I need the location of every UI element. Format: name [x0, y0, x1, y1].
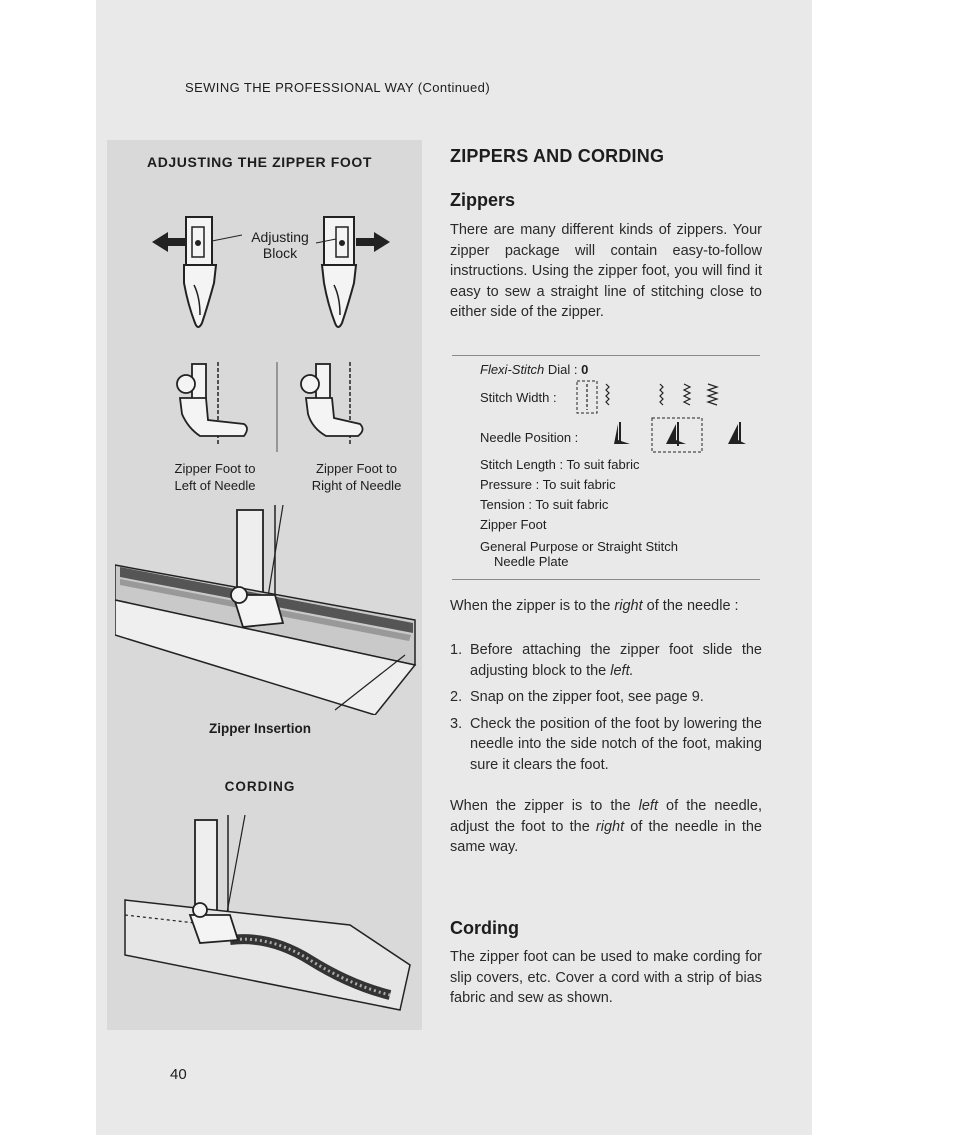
flexi-stitch-dial: Flexi-Stitch Dial : 0: [480, 362, 589, 377]
running-header: SEWING THE PROFESSIONAL WAY (Continued): [185, 80, 491, 95]
adjusting-label-line1: Adjusting: [251, 229, 309, 245]
needle-plate-setting-1: General Purpose or Straight Stitch: [480, 539, 678, 554]
section-title: ZIPPERS AND CORDING: [450, 146, 665, 166]
settings-box: [452, 355, 760, 580]
zipper-foot-positions-figure: [160, 362, 410, 457]
right-of-needle-caption-2: Right of Needle: [311, 478, 402, 493]
list-item: 2. Snap on the zipper foot, see page 9.: [450, 689, 704, 705]
list-item: 3. Check the position of the foot by lowering the needle into the side notch of the foot, making sure it clears the foot.: [450, 715, 762, 773]
left-of-needle-caption-1: Zipper Foot to: [174, 461, 256, 476]
stitch-width-label: Stitch Width :: [480, 390, 557, 405]
adjusting-label-line2: Block: [262, 245, 298, 261]
cording-paragraph: The zipper foot can be used to make cording for slip covers, etc. Cover a cord with a strip of bias fabric and sew as shown.: [450, 949, 762, 1006]
tension-setting: Tension : To suit fabric: [480, 497, 609, 512]
zipper-insertion-figure: [115, 505, 420, 715]
foot-setting: Zipper Foot: [480, 517, 547, 532]
zipper-left-paragraph: When the zipper is to the left of the needle, adjust the foot to the right of the needle in the same way.: [450, 798, 762, 855]
stitch-width-icons: [576, 378, 756, 418]
needle-position-icons: [612, 416, 760, 456]
pressure-setting: Pressure : To suit fabric: [480, 477, 616, 492]
needle-position-label: Needle Position :: [480, 430, 579, 445]
steps-list: [450, 640, 762, 775]
page-number: 40: [170, 1066, 187, 1083]
right-of-needle-caption-1: Zipper Foot to: [316, 461, 397, 476]
zippers-paragraph: There are many different kinds of zippers. Your zipper package will contain easy-to-follow instructions. Using the zipper foot, you will find it easy to sew a straight line of stitching close to either side of the zipper.: [450, 222, 762, 320]
list-item: 1. Before attaching the zipper foot slide the adjusting block to the left.: [450, 642, 762, 679]
zipper-insertion-caption: Zipper Insertion: [208, 721, 311, 736]
zippers-heading: Zippers: [450, 190, 516, 210]
cording-figure-title: CORDING: [224, 779, 296, 794]
cording-heading: Cording: [450, 918, 519, 938]
stitch-length-setting: Stitch Length : To suit fabric: [480, 457, 640, 472]
zipper-right-intro: When the zipper is to the right of the needle :: [450, 598, 739, 614]
adjusting-zipper-foot-title: ADJUSTING THE ZIPPER FOOT: [147, 154, 373, 170]
needle-plate-setting-2: Needle Plate: [494, 554, 569, 569]
cording-figure: [120, 815, 415, 1020]
left-of-needle-caption-2: Left of Needle: [174, 478, 256, 493]
zipper-foot-adjusting-figure: [150, 205, 400, 340]
